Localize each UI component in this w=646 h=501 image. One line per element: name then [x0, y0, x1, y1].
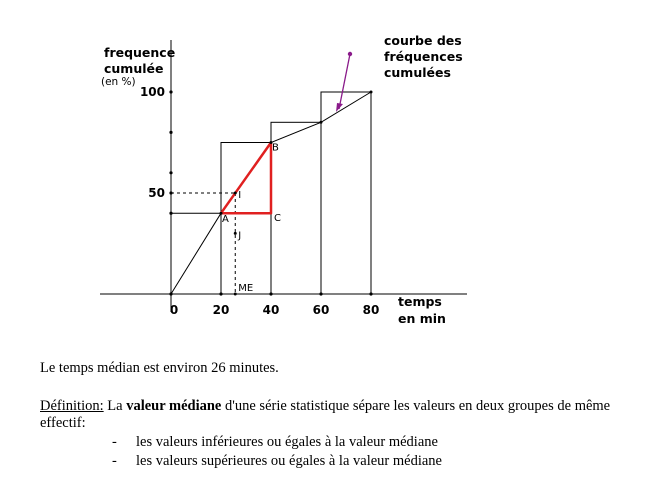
median-dot	[234, 293, 237, 296]
red-triangle	[221, 143, 271, 214]
y-axis-dot	[169, 131, 172, 134]
x-axis-dot	[169, 292, 172, 295]
definition-paragraph	[40, 398, 630, 432]
point-label-c: C	[274, 213, 281, 225]
list-item	[112, 453, 442, 470]
x-axis-label: temps	[398, 294, 442, 309]
median-label: ME	[238, 283, 254, 294]
histogram-bar	[321, 92, 371, 294]
point-j-dot	[234, 232, 237, 235]
list-item-text: les valeurs inférieures ou égales à la valeur médiane	[136, 434, 438, 450]
x-tick-label: 40	[262, 303, 280, 317]
x-tick-label: 20	[212, 303, 230, 317]
median-sentence: Le temps médian est environ 26 minutes.	[40, 360, 279, 376]
annotation-label: cumulées	[384, 65, 451, 80]
y-axis-dot	[169, 90, 172, 93]
y-axis-dot	[169, 212, 172, 215]
list-dash: -	[112, 453, 117, 469]
y-axis-label: frequence	[104, 45, 176, 60]
y-tick-label: 50	[148, 186, 165, 200]
point-label-b: B	[272, 142, 279, 154]
x-tick-label: 60	[312, 303, 330, 317]
curve-dot	[320, 121, 323, 124]
definition-pre: La	[103, 398, 127, 414]
list-item-text: les valeurs supérieures ou égales à la valeur médiane	[136, 453, 442, 469]
y-axis-unit: (en %)	[101, 76, 136, 88]
definition-label: Définition:	[40, 398, 104, 414]
point-label-j: J	[238, 230, 242, 242]
x-tick-label: 0	[169, 303, 179, 317]
annotation-arrow	[339, 54, 350, 109]
definition-body: d'une série statistique sépare les valeurs en deux groupes de même effectif:	[40, 398, 611, 431]
y-tick-label: 100	[139, 85, 165, 99]
list-item	[112, 434, 438, 451]
list-dash: -	[112, 434, 117, 450]
x-axis-dot	[369, 292, 372, 295]
x-axis-dot	[319, 292, 322, 295]
annotation-label: fréquences	[384, 49, 463, 64]
definition-term: valeur médiane	[126, 398, 222, 414]
x-axis-dot	[219, 292, 222, 295]
x-axis-dot	[269, 292, 272, 295]
x-tick-label: 80	[362, 303, 380, 317]
x-axis-label: en min	[398, 311, 446, 326]
point-label-i: I	[238, 190, 242, 201]
annotation-label: courbe des	[384, 33, 462, 48]
point-i-dot	[234, 192, 237, 195]
point-label-a: A	[222, 214, 229, 226]
annotation-arrow-tail	[348, 52, 352, 56]
y-axis-label: cumulée	[104, 61, 164, 76]
y-axis-dot	[169, 171, 172, 174]
curve-dot	[370, 91, 373, 94]
y-axis-dot	[169, 191, 172, 194]
